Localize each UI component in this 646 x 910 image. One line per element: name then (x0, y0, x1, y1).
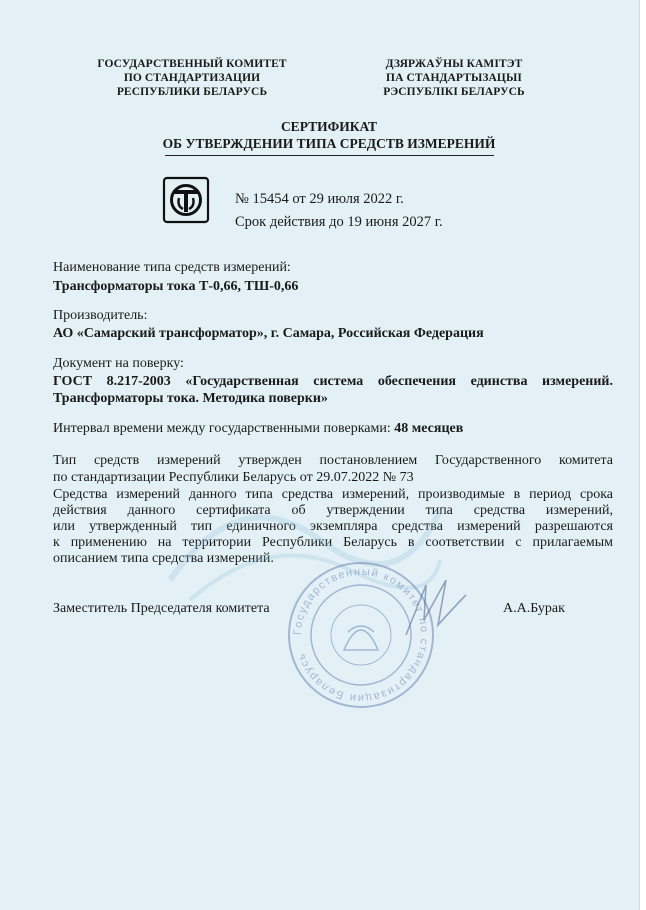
header-belarusian (356, 57, 552, 99)
manufacturer-label: Производитель: (53, 308, 148, 323)
body-paragraph-line: Тип средств измерений утвержден постановлением Государственного комитета (53, 453, 613, 468)
header-ru-line: ПО СТАНДАРТИЗАЦИИ (123, 72, 261, 84)
standards-logo-icon (162, 176, 210, 224)
document-subtitle: ОБ УТВЕРЖДЕНИИ ТИПА СРЕДСТВ ИЗМЕРЕНИЙ (162, 136, 496, 151)
header-by-line: ПА СТАНДАРТЫЗАЦЫІ (386, 72, 522, 84)
interval-line (53, 421, 463, 437)
verification-doc-label: Документ на поверку: (53, 356, 184, 371)
page-edge (640, 0, 646, 910)
header-ru-line: ГОСУДАРСТВЕННЫЙ КОМИТЕТ (97, 58, 287, 70)
body-paragraph-line: действия данного сертификата об утверждении типа средства измерений, (53, 503, 613, 518)
title-underline (165, 155, 494, 156)
header-by-line: ДЗЯРЖАЎНЫ КАМІТЭТ (385, 58, 523, 70)
type-value: Трансформаторы тока Т-0,66, ТШ-0,66 (53, 279, 299, 294)
signature-mark (396, 575, 476, 645)
body-paragraph-line: по стандартизации Республики Беларусь от 29.07.2022 № 73 (53, 470, 414, 485)
verification-doc-value-cont: Трансформаторы тока. Методика поверки» (53, 391, 328, 406)
interval-value: 48 месяцев (394, 421, 464, 436)
header-russian (88, 57, 296, 99)
header-by-line: РЭСПУБЛІКІ БЕЛАРУСЬ (383, 86, 525, 98)
header-ru-line: РЕСПУБЛИКИ БЕЛАРУСЬ (116, 86, 268, 98)
signatory-role: Заместитель Председателя комитета (53, 601, 270, 616)
certificate-validity: Срок действия до 19 июня 2027 г. (235, 214, 443, 230)
stamp-text: Государственный комитет по стандартизации Беларусь (291, 565, 431, 705)
verification-doc-value: ГОСТ 8.217-2003 «Государственная система обеспечения единства измерений. (53, 374, 613, 389)
certificate-number: № 15454 от 29 июля 2022 г. (235, 191, 404, 207)
document-title: СЕРТИФИКАТ (280, 119, 378, 134)
body-paragraph-line: к применению на территории Республики Беларусь в соответствии с прилагаемым (53, 535, 613, 550)
body-paragraph-line: Средства измерений данного типа средства измерений, производимые в период срока (53, 487, 613, 502)
type-label: Наименование типа средств измерений: (53, 260, 291, 275)
body-paragraph-line: описанием типа средства измерений. (53, 551, 274, 566)
body-paragraph-line: или утвержденный тип единичного экземпляра средства измерений разрешаются (53, 519, 613, 534)
signatory-name: А.А.Бурак (503, 601, 565, 616)
manufacturer-value: АО «Самарский трансформатор», г. Самара, Российская Федерация (53, 326, 484, 341)
interval-label: Интервал времени между государственными поверками: (53, 421, 391, 436)
